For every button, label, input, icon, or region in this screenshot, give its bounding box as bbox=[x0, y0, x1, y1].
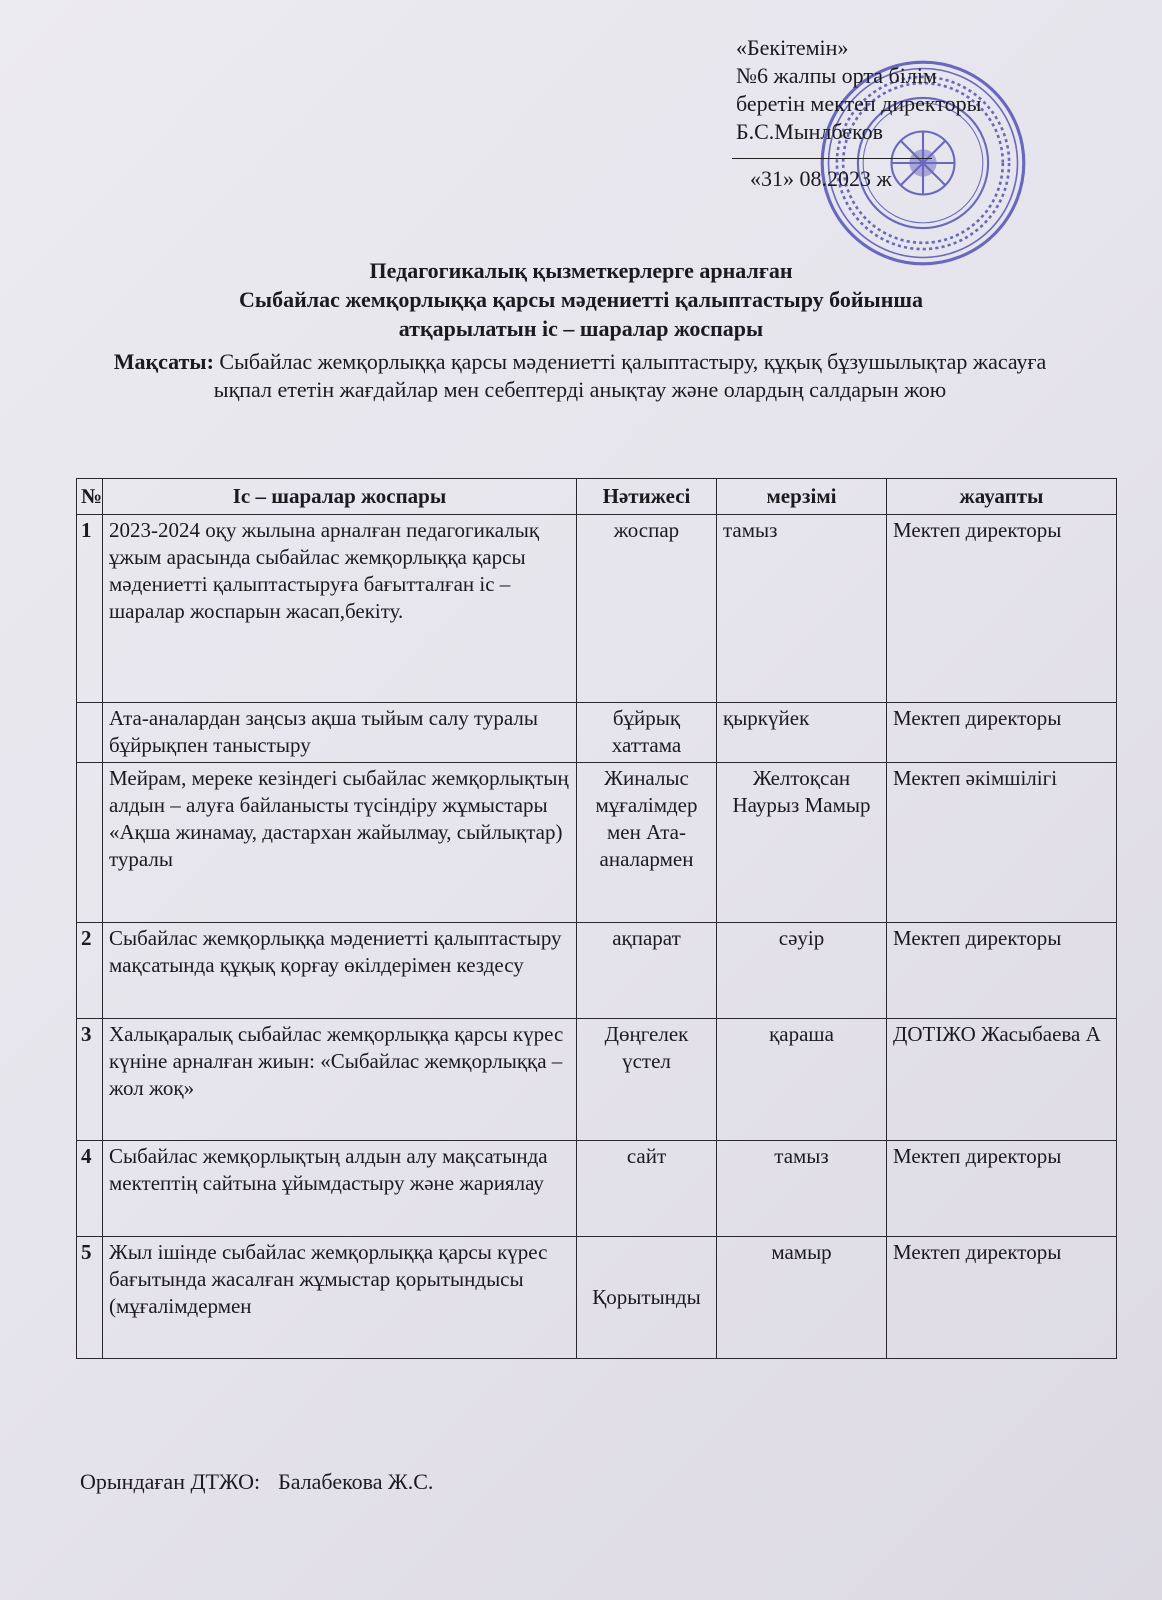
footer-label: Орындаған ДТЖО: bbox=[80, 1469, 261, 1494]
row-number: 2 bbox=[77, 923, 103, 1019]
row-plan: Ата-аналардан заңсыз ақша тыйым салу туралы бұйрықпен таныстыру bbox=[103, 703, 577, 763]
row-result: жоспар bbox=[577, 515, 717, 703]
table-row bbox=[77, 763, 1117, 923]
footer-name: Балабекова Ж.С. bbox=[278, 1469, 434, 1494]
table-header-row bbox=[77, 479, 1117, 515]
row-result: Жиналыс мұғалімдер мен Ата-аналармен bbox=[577, 763, 717, 923]
row-responsible: Мектеп әкімшілігі bbox=[887, 763, 1117, 923]
plan-table bbox=[76, 478, 1117, 1359]
row-number bbox=[77, 763, 103, 923]
approval-school: №6 жалпы орта білім bbox=[736, 63, 937, 88]
row-number: 1 bbox=[77, 515, 103, 703]
row-plan: Халықаралық сыбайлас жемқорлыққа қарсы күрес күніне арналған жиын: «Сыбайлас жемқорлыққа –жол жоқ» bbox=[103, 1019, 577, 1141]
row-term: қараша bbox=[717, 1019, 887, 1141]
row-number: 4 bbox=[77, 1141, 103, 1237]
table-row bbox=[77, 703, 1117, 763]
row-plan: 2023-2024 оқу жылына арналған педагогикалық ұжым арасында сыбайлас жемқорлыққа қарсы мәдениетті қалыптастыруға бағытталған іс – шаралар жоспарын жасап,бекіту. bbox=[103, 515, 577, 703]
purpose-paragraph bbox=[110, 348, 1050, 404]
row-plan: Мейрам, мереке кезіндегі сыбайлас жемқорлықтың алдын – алуға байланысты түсіндіру жұмыстары «Ақша жинамау, дастархан жайылмау, сыйлықтар) туралы bbox=[103, 763, 577, 923]
table-row bbox=[77, 923, 1117, 1019]
row-result: ақпарат bbox=[577, 923, 717, 1019]
title-line-1: Педагогикалық қызметкерлерге арналған bbox=[369, 258, 793, 283]
row-result: Дөңгелек үстел bbox=[577, 1019, 717, 1141]
row-result: сайт bbox=[577, 1141, 717, 1237]
header-term: мерзімі bbox=[717, 479, 887, 515]
header-responsible: жауапты bbox=[887, 479, 1117, 515]
header-number: № bbox=[77, 479, 103, 515]
purpose-text: Сыбайлас жемқорлыққа қарсы мәдениетті қалыптастыру, құқық бұзушылықтар жасауға ықпал ететін жағдайлар мен себептерді анықтау және олардың салдарын жою bbox=[213, 349, 1047, 402]
row-term: мамыр bbox=[717, 1237, 887, 1359]
row-result: бұйрық хаттама bbox=[577, 703, 717, 763]
title-line-3: атқарылатын іс – шаралар жоспары bbox=[398, 316, 764, 341]
row-plan: Сыбайлас жемқорлыққа мәдениетті қалыптастыру мақсатында құқық қорғау өкілдерімен кездесу bbox=[103, 923, 577, 1019]
row-responsible: Мектеп директоры bbox=[887, 703, 1117, 763]
row-plan: Сыбайлас жемқорлықтың алдын алу мақсатында мектептің сайтына ұйымдастыру және жариялау bbox=[103, 1141, 577, 1237]
table-row bbox=[77, 1141, 1117, 1237]
approval-block bbox=[736, 34, 1076, 193]
purpose-label: Мақсаты: bbox=[113, 349, 214, 374]
row-number bbox=[77, 703, 103, 763]
row-term: қыркүйек bbox=[717, 703, 887, 763]
row-result: Қорытынды bbox=[577, 1237, 717, 1359]
table-row bbox=[77, 1237, 1117, 1359]
row-responsible: Мектеп директоры bbox=[887, 1237, 1117, 1359]
table-row bbox=[77, 515, 1117, 703]
row-responsible: Мектеп директоры bbox=[887, 515, 1117, 703]
row-responsible: Мектеп директоры bbox=[887, 1141, 1117, 1237]
row-term: тамыз bbox=[717, 1141, 887, 1237]
title-line-2: Сыбайлас жемқорлыққа қарсы мәдениетті қалыптастыру бойынша bbox=[239, 287, 923, 312]
approval-heading: «Бекітемін» bbox=[736, 35, 849, 60]
header-result: Нәтижесі bbox=[577, 479, 717, 515]
row-responsible: ДОТІЖО Жасыбаева А bbox=[887, 1019, 1117, 1141]
footer-executor bbox=[80, 1468, 433, 1496]
row-term: тамыз bbox=[717, 515, 887, 703]
document-title bbox=[60, 256, 1102, 343]
signature-line bbox=[732, 158, 932, 159]
row-number: 5 bbox=[77, 1237, 103, 1359]
row-responsible: Мектеп директоры bbox=[887, 923, 1117, 1019]
approval-director-name: Б.С.Мынлбеков bbox=[736, 119, 884, 144]
row-number: 3 bbox=[77, 1019, 103, 1141]
table-row bbox=[77, 1019, 1117, 1141]
approval-position: беретін мектеп директоры bbox=[736, 91, 982, 116]
row-term: Желтоқсан Наурыз Мамыр bbox=[717, 763, 887, 923]
row-plan: Жыл ішінде сыбайлас жемқорлыққа қарсы күрес бағытында жасалған жұмыстар қорытындысы (мұғалімдермен bbox=[103, 1237, 577, 1359]
approval-date: «31» 08.2023 ж bbox=[750, 166, 892, 191]
row-term: сәуір bbox=[717, 923, 887, 1019]
header-plan: Іс – шаралар жоспары bbox=[103, 479, 577, 515]
